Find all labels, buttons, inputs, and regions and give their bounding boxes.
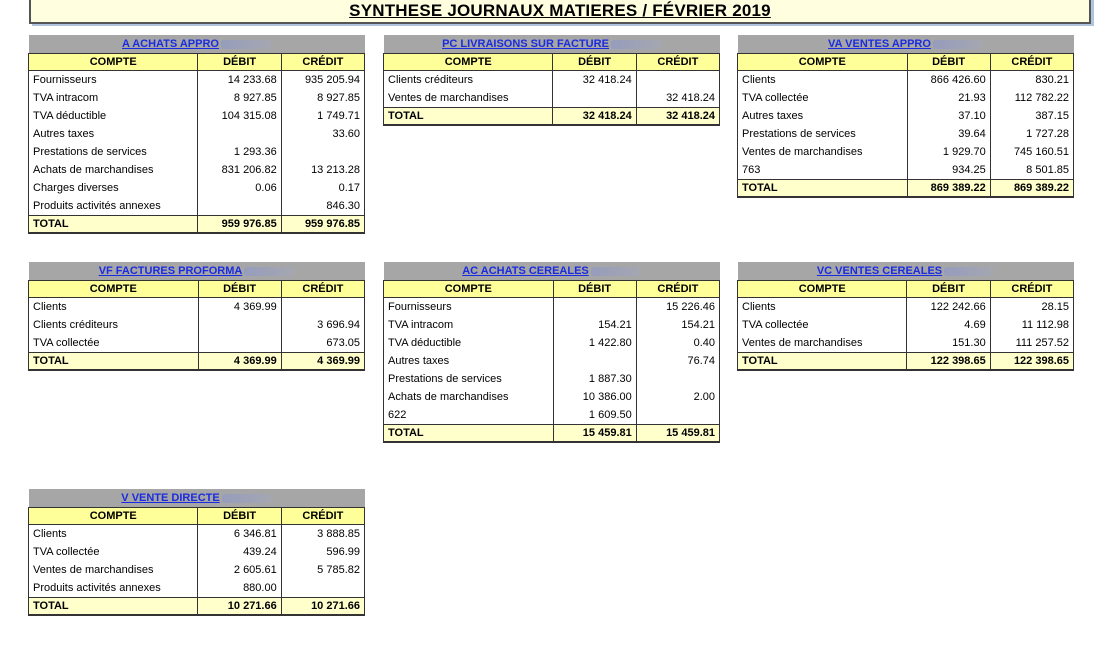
report-title: SYNTHESE JOURNAUX MATIERES / FÉVRIER 2019	[349, 1, 771, 20]
credit-cell: 28.15	[990, 298, 1073, 317]
journal-title-link[interactable]: AC ACHATS CEREALES	[462, 265, 589, 277]
journal-table	[28, 35, 365, 234]
table-row	[29, 125, 365, 143]
credit-cell: 673.05	[281, 334, 364, 353]
header-compte: COMPTE	[738, 281, 907, 298]
journal-table	[737, 262, 1074, 371]
credit-cell	[636, 71, 719, 90]
account-cell: Clients	[738, 298, 907, 317]
header-compte: COMPTE	[29, 281, 199, 298]
total-row	[29, 216, 365, 234]
journal-title-row	[29, 489, 365, 508]
debit-cell: 122 242.66	[907, 298, 990, 317]
debit-cell: 866 426.60	[907, 71, 990, 90]
journal-table	[383, 35, 720, 126]
account-cell: Prestations de services	[29, 143, 198, 161]
header-compte: COMPTE	[29, 54, 198, 71]
debit-cell: 154.21	[553, 316, 636, 334]
credit-cell: 8 927.85	[281, 89, 364, 107]
account-cell: Autres taxes	[384, 352, 554, 370]
account-cell: Prestations de services	[738, 125, 908, 143]
total-label: TOTAL	[29, 216, 198, 234]
column-header-row	[738, 281, 1074, 298]
total-credit: 4 369.99	[281, 353, 364, 371]
debit-cell: 14 233.68	[198, 71, 281, 90]
total-debit: 15 459.81	[553, 425, 636, 443]
account-cell: Autres taxes	[738, 107, 908, 125]
account-cell: TVA intracom	[29, 89, 198, 107]
credit-cell	[636, 370, 719, 388]
header-credit: CRÉDIT	[281, 281, 364, 298]
total-credit: 15 459.81	[636, 425, 719, 443]
column-header-row	[384, 54, 720, 71]
account-cell: Ventes de marchandises	[738, 334, 907, 353]
credit-cell: 15 226.46	[636, 298, 719, 317]
table-row	[738, 107, 1074, 125]
table-row	[384, 316, 720, 334]
table-row	[29, 334, 365, 353]
debit-cell: 1 293.36	[198, 143, 281, 161]
debit-cell	[198, 197, 281, 216]
account-cell: Produits activités annexes	[29, 579, 198, 598]
account-cell: Charges diverses	[29, 179, 198, 197]
account-cell: TVA collectée	[738, 89, 908, 107]
redacted-mark	[591, 267, 641, 276]
journal-title-link[interactable]: VA VENTES APPRO	[828, 38, 931, 50]
journal-table	[28, 262, 365, 371]
header-credit: CRÉDIT	[990, 281, 1073, 298]
credit-cell	[281, 143, 364, 161]
report-banner	[29, 0, 1091, 24]
table-row	[738, 161, 1074, 180]
total-debit: 122 398.65	[907, 353, 990, 371]
header-credit: CRÉDIT	[281, 508, 364, 525]
table-row	[29, 143, 365, 161]
table-row	[738, 89, 1074, 107]
debit-cell: 1 609.50	[553, 406, 636, 425]
debit-cell: 1 422.80	[553, 334, 636, 352]
header-compte: COMPTE	[738, 54, 908, 71]
header-compte: COMPTE	[384, 281, 554, 298]
table-row	[384, 388, 720, 406]
credit-cell: 11 112.98	[990, 316, 1073, 334]
debit-cell: 2 605.61	[198, 561, 281, 579]
header-debit: DÉBIT	[553, 281, 636, 298]
total-row	[29, 598, 365, 616]
total-credit: 10 271.66	[281, 598, 364, 616]
total-credit: 959 976.85	[281, 216, 364, 234]
redacted-mark	[933, 40, 983, 49]
table-row	[384, 334, 720, 352]
header-compte: COMPTE	[29, 508, 198, 525]
journal-title-cell	[738, 35, 1074, 54]
credit-cell: 3 696.94	[281, 316, 364, 334]
total-credit: 122 398.65	[990, 353, 1073, 371]
debit-cell: 880.00	[198, 579, 281, 598]
journal-title-row	[384, 262, 720, 281]
account-cell: 622	[384, 406, 554, 425]
credit-cell: 0.40	[636, 334, 719, 352]
debit-cell: 0.06	[198, 179, 281, 197]
journal-title-row	[384, 35, 720, 54]
total-label: TOTAL	[738, 180, 908, 198]
header-credit: CRÉDIT	[990, 54, 1073, 71]
table-row	[29, 316, 365, 334]
debit-cell: 1 929.70	[907, 143, 990, 161]
account-cell: Clients	[29, 525, 198, 544]
account-cell: TVA déductible	[29, 107, 198, 125]
account-cell: TVA déductible	[384, 334, 554, 352]
total-row	[738, 353, 1074, 371]
total-row	[738, 180, 1074, 198]
credit-cell: 33.60	[281, 125, 364, 143]
debit-cell	[198, 125, 281, 143]
credit-cell	[636, 406, 719, 425]
table-row	[29, 89, 365, 107]
redacted-mark	[221, 40, 271, 49]
credit-cell: 13 213.28	[281, 161, 364, 179]
column-header-row	[29, 281, 365, 298]
table-row	[384, 406, 720, 425]
account-cell: Ventes de marchandises	[29, 561, 198, 579]
journal-title-row	[738, 262, 1074, 281]
credit-cell: 0.17	[281, 179, 364, 197]
header-debit: DÉBIT	[198, 281, 281, 298]
debit-cell	[198, 334, 281, 353]
account-cell: 763	[738, 161, 908, 180]
table-row	[29, 561, 365, 579]
table-row	[738, 316, 1074, 334]
debit-cell: 4.69	[907, 316, 990, 334]
journal-title-cell	[384, 35, 720, 54]
total-row	[384, 425, 720, 443]
table-row	[29, 543, 365, 561]
total-debit: 4 369.99	[198, 353, 281, 371]
table-row	[29, 179, 365, 197]
total-label: TOTAL	[384, 108, 553, 126]
account-cell: TVA intracom	[384, 316, 554, 334]
credit-cell: 112 782.22	[990, 89, 1073, 107]
journal-title-cell	[384, 262, 720, 281]
header-credit: CRÉDIT	[636, 54, 719, 71]
account-cell: Ventes de marchandises	[738, 143, 908, 161]
credit-cell: 154.21	[636, 316, 719, 334]
credit-cell: 32 418.24	[636, 89, 719, 108]
credit-cell: 745 160.51	[990, 143, 1073, 161]
credit-cell: 935 205.94	[281, 71, 364, 90]
header-debit: DÉBIT	[198, 54, 281, 71]
account-cell: Ventes de marchandises	[384, 89, 553, 108]
debit-cell: 1 887.30	[553, 370, 636, 388]
account-cell: Clients	[738, 71, 908, 90]
table-row	[29, 579, 365, 598]
debit-cell: 151.30	[907, 334, 990, 353]
journal-title-cell	[738, 262, 1074, 281]
account-cell: Clients	[29, 298, 199, 317]
total-row	[384, 108, 720, 126]
redacted-mark	[611, 40, 661, 49]
total-credit: 32 418.24	[636, 108, 719, 126]
credit-cell: 596.99	[281, 543, 364, 561]
debit-cell: 439.24	[198, 543, 281, 561]
table-row	[738, 125, 1074, 143]
account-cell: TVA collectée	[29, 334, 199, 353]
debit-cell: 8 927.85	[198, 89, 281, 107]
account-cell: Autres taxes	[29, 125, 198, 143]
account-cell: Achats de marchandises	[384, 388, 554, 406]
column-header-row	[738, 54, 1074, 71]
header-debit: DÉBIT	[907, 54, 990, 71]
debit-cell: 831 206.82	[198, 161, 281, 179]
table-row	[29, 525, 365, 544]
table-row	[384, 298, 720, 317]
journal-title-cell	[29, 262, 365, 281]
table-row	[738, 71, 1074, 90]
account-cell: Clients créditeurs	[384, 71, 553, 90]
table-row	[29, 107, 365, 125]
table-row	[738, 143, 1074, 161]
total-credit: 869 389.22	[990, 180, 1073, 198]
header-debit: DÉBIT	[907, 281, 990, 298]
account-cell: Clients créditeurs	[29, 316, 199, 334]
journal-title-link[interactable]: VC VENTES CEREALES	[816, 265, 943, 277]
journal-title-link[interactable]: PC LIVRAISONS SUR FACTURE	[442, 38, 609, 50]
journal-title-link[interactable]: A ACHATS APPRO	[122, 38, 219, 50]
total-debit: 32 418.24	[553, 108, 636, 126]
total-label: TOTAL	[29, 353, 199, 371]
column-header-row	[29, 54, 365, 71]
total-debit: 959 976.85	[198, 216, 281, 234]
table-row	[738, 298, 1074, 317]
table-row	[29, 197, 365, 216]
redacted-mark	[244, 267, 294, 276]
credit-cell: 8 501.85	[990, 161, 1073, 180]
account-cell: TVA collectée	[738, 316, 907, 334]
credit-cell: 830.21	[990, 71, 1073, 90]
debit-cell	[553, 352, 636, 370]
table-row	[29, 298, 365, 317]
header-debit: DÉBIT	[198, 508, 281, 525]
table-row	[384, 352, 720, 370]
debit-cell: 934.25	[907, 161, 990, 180]
journal-table	[383, 262, 720, 443]
table-row	[384, 370, 720, 388]
journal-title-link[interactable]: V VENTE DIRECTE	[121, 492, 220, 504]
credit-cell	[281, 298, 364, 317]
credit-cell: 5 785.82	[281, 561, 364, 579]
column-header-row	[384, 281, 720, 298]
header-credit: CRÉDIT	[281, 54, 364, 71]
total-label: TOTAL	[29, 598, 198, 616]
credit-cell: 1 727.28	[990, 125, 1073, 143]
journal-title-cell	[29, 489, 365, 508]
total-debit: 10 271.66	[198, 598, 281, 616]
account-cell: Fournisseurs	[384, 298, 554, 317]
total-debit: 869 389.22	[907, 180, 990, 198]
journal-title-link[interactable]: VF FACTURES PROFORMA	[98, 265, 243, 277]
credit-cell: 387.15	[990, 107, 1073, 125]
debit-cell: 104 315.08	[198, 107, 281, 125]
credit-cell: 76.74	[636, 352, 719, 370]
credit-cell	[281, 579, 364, 598]
debit-cell: 6 346.81	[198, 525, 281, 544]
credit-cell: 111 257.52	[990, 334, 1073, 353]
journal-title-row	[738, 35, 1074, 54]
header-compte: COMPTE	[384, 54, 553, 71]
header-credit: CRÉDIT	[636, 281, 719, 298]
journal-table	[28, 489, 365, 616]
journal-table	[737, 35, 1074, 198]
account-cell: TVA collectée	[29, 543, 198, 561]
table-row	[29, 71, 365, 90]
debit-cell: 21.93	[907, 89, 990, 107]
debit-cell	[553, 89, 636, 108]
debit-cell: 37.10	[907, 107, 990, 125]
debit-cell	[553, 298, 636, 317]
credit-cell: 1 749.71	[281, 107, 364, 125]
debit-cell: 32 418.24	[553, 71, 636, 90]
journal-title-row	[29, 262, 365, 281]
account-cell: Achats de marchandises	[29, 161, 198, 179]
debit-cell: 4 369.99	[198, 298, 281, 317]
journal-title-row	[29, 35, 365, 54]
table-row	[738, 334, 1074, 353]
account-cell: Fournisseurs	[29, 71, 198, 90]
debit-cell	[198, 316, 281, 334]
header-debit: DÉBIT	[553, 54, 636, 71]
debit-cell: 10 386.00	[553, 388, 636, 406]
journal-title-cell	[29, 35, 365, 54]
table-row	[384, 71, 720, 90]
table-row	[29, 161, 365, 179]
total-label: TOTAL	[738, 353, 907, 371]
total-row	[29, 353, 365, 371]
account-cell: Prestations de services	[384, 370, 554, 388]
total-label: TOTAL	[384, 425, 554, 443]
table-row	[384, 89, 720, 108]
debit-cell: 39.64	[907, 125, 990, 143]
column-header-row	[29, 508, 365, 525]
credit-cell: 3 888.85	[281, 525, 364, 544]
account-cell: Produits activités annexes	[29, 197, 198, 216]
redacted-mark	[222, 494, 272, 503]
credit-cell: 2.00	[636, 388, 719, 406]
credit-cell: 846.30	[281, 197, 364, 216]
redacted-mark	[944, 267, 994, 276]
